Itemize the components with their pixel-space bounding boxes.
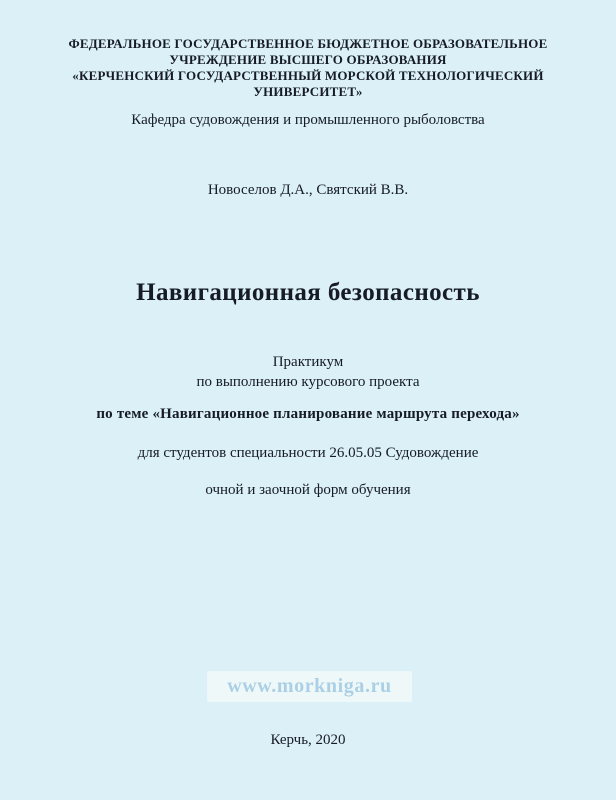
institution-line: УЧРЕЖДЕНИЕ ВЫСШЕГО ОБРАЗОВАНИЯ xyxy=(169,52,447,67)
audience-line: для студентов специальности 26.05.05 Судовождение xyxy=(137,445,479,461)
institution-line: ФЕДЕРАЛЬНОЕ ГОСУДАРСТВЕННОЕ БЮДЖЕТНОЕ ОБРАЗОВАТЕЛЬНОЕ xyxy=(68,36,548,51)
institution-header xyxy=(0,36,616,100)
subtitle-block xyxy=(0,352,616,392)
study-forms-line: очной и заочной форм обучения xyxy=(205,482,411,498)
imprint-line: Керчь, 2020 xyxy=(270,732,346,748)
watermark-badge xyxy=(207,671,412,702)
subtitle-line-course-project: по выполнению курсового проекта xyxy=(196,374,420,390)
institution-line: «КЕРЧЕНСКИЙ ГОСУДАРСТВЕННЫЙ МОРСКОЙ ТЕХНОЛОГИЧЕСКИЙ xyxy=(72,68,544,83)
authors-line: Новоселов Д.А., Святский В.В. xyxy=(207,182,409,198)
watermark-text: www.morkniga.ru xyxy=(227,675,392,697)
book-title: Навигационная безопасность xyxy=(136,279,480,306)
department-line: Кафедра судовождения и промышленного рыболовства xyxy=(131,112,485,128)
subtitle-line-practicum: Практикум xyxy=(272,354,344,370)
institution-line: УНИВЕРСИТЕТ» xyxy=(253,84,363,99)
theme-line: по теме «Навигационное планирование маршрута перехода» xyxy=(96,406,520,422)
